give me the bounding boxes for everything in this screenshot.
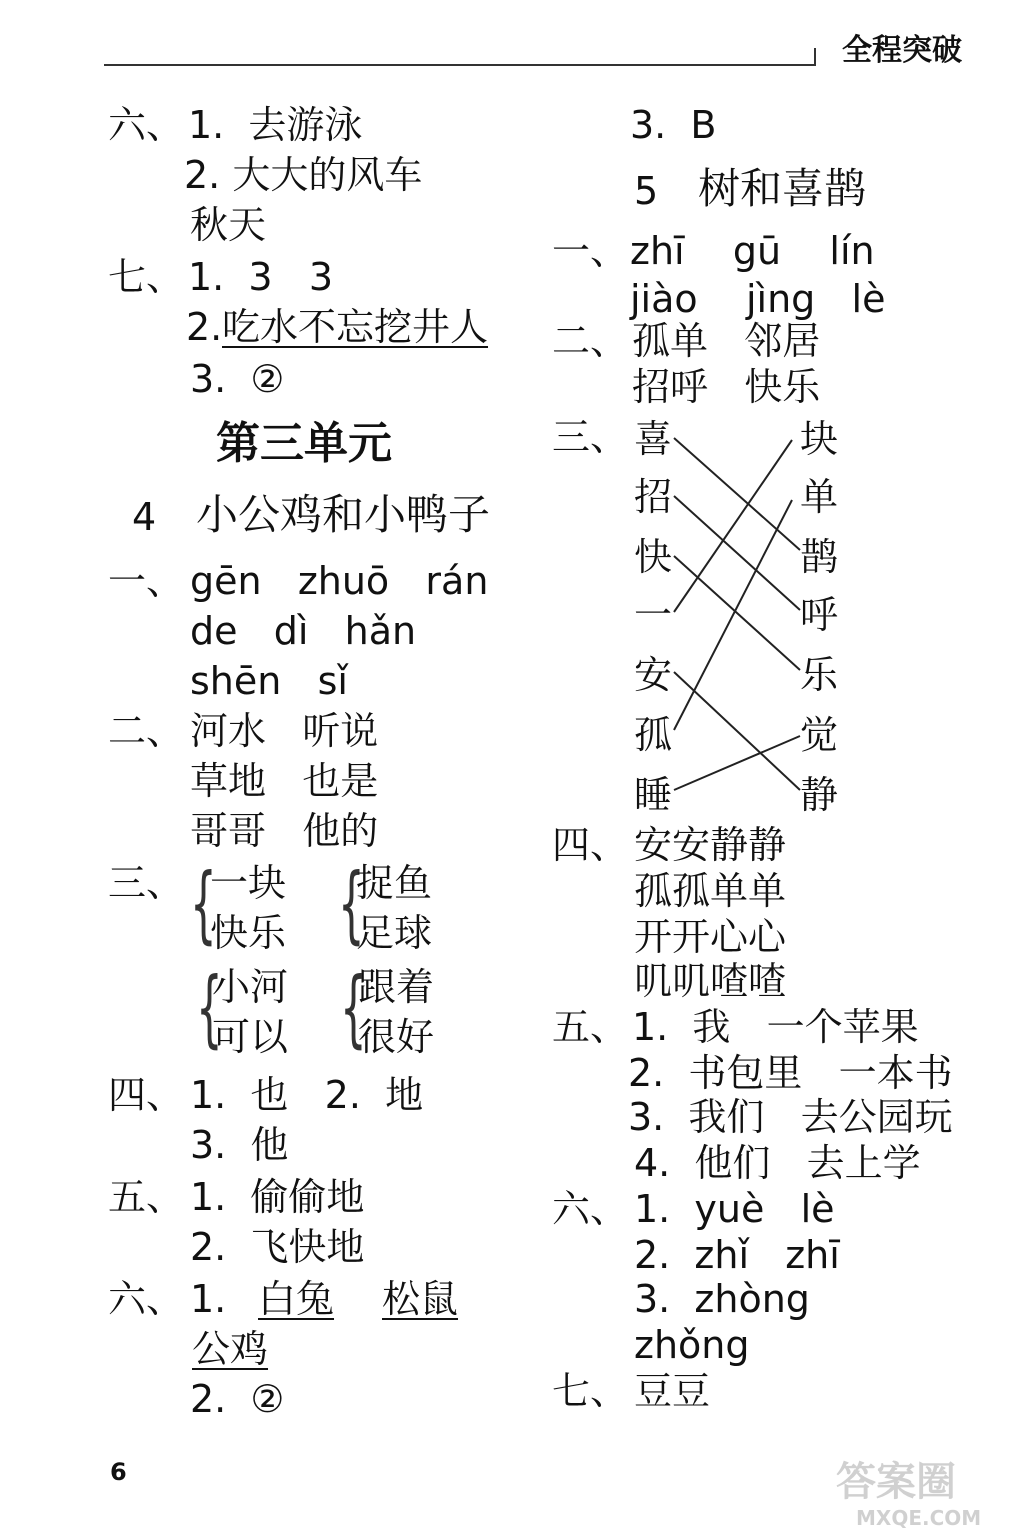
r-s6-row4: zhǒng: [634, 1323, 750, 1367]
left-sec7-q2-num: 2.: [186, 305, 223, 349]
r-s6-row2: 2. zhǐ zhī: [634, 1233, 840, 1277]
match-line-gu-dan: [674, 500, 792, 730]
left-sec7-q1: 1. 3 3: [188, 255, 334, 299]
r-s4-marker: 四、: [552, 823, 629, 867]
match-left-5: 安: [634, 653, 673, 697]
l-s3-b2: 足球: [356, 911, 433, 955]
r-s6-marker: 六、: [552, 1187, 629, 1231]
left-sec6-marker: 六、: [108, 103, 185, 147]
l-s4-marker: 四、: [108, 1073, 185, 1117]
left-sec7-q3: 3. ②: [190, 357, 285, 401]
r-s6-row1: 1. yuè lè: [634, 1187, 835, 1231]
l-s3-a1: 一块: [210, 861, 287, 905]
l-s6-marker: 六、: [108, 1277, 185, 1321]
r-s1-marker: 一、: [552, 229, 629, 273]
l-s1-marker: 一、: [108, 559, 185, 603]
r-prev-q3: 3. B: [630, 103, 717, 147]
match-right-2: 单: [800, 475, 839, 519]
match-right-1: 块: [800, 417, 839, 461]
l-s4-row2: 3. 他: [190, 1123, 289, 1167]
l-s2-row3: 哥哥 他的: [190, 809, 379, 853]
r-s7-row1: 豆豆: [634, 1369, 711, 1413]
r-s1-row1: zhī gū lín: [630, 229, 875, 273]
l-s2-row2: 草地 也是: [190, 759, 379, 803]
l-s4-row1: 1. 也 2. 地: [190, 1073, 424, 1117]
l-s6-answer-2: 松鼠: [382, 1277, 459, 1321]
match-line-zhao-hu: [674, 496, 800, 610]
r-s5-row4: 4. 他们 去上学: [634, 1141, 921, 1185]
l-s2-marker: 二、: [108, 709, 185, 753]
left-sec6-q2b: 秋天: [190, 203, 267, 247]
l-s6-answer-3: 公鸡: [192, 1327, 269, 1371]
match-line-shui-jue: [674, 736, 800, 790]
r-s4-row3: 开开心心: [634, 915, 787, 959]
match-left-4: 一: [634, 593, 673, 637]
l-s5-row2: 2. 飞快地: [190, 1225, 365, 1269]
left-sec7-marker: 七、: [108, 255, 185, 299]
l-s1-row3: shēn sǐ: [190, 659, 348, 703]
l-s6-row2: 2. ②: [190, 1377, 285, 1421]
watermark-line1: 答案圈: [836, 1459, 956, 1505]
match-right-4: 呼: [800, 593, 839, 637]
match-left-3: 快: [634, 535, 673, 579]
unit-title: 第三单元: [216, 418, 392, 469]
l-s1-row1: gēn zhuō rán: [190, 559, 489, 603]
match-left-6: 孤: [634, 713, 673, 757]
l-s6-answer-1: 白兔: [258, 1277, 335, 1321]
l-s3-d2: 很好: [358, 1015, 435, 1059]
watermark: [826, 1459, 1006, 1530]
r-s3-marker: 三、: [552, 415, 629, 459]
match-right-3: 鹊: [800, 535, 839, 579]
watermark-line2: MXQE.COM: [856, 1506, 982, 1530]
l-s3-b1: 捉鱼: [356, 861, 433, 905]
l-s2-row1: 河水 听说: [190, 709, 379, 753]
match-line-an-jing: [674, 672, 800, 790]
match-right-7: 静: [800, 773, 839, 817]
page-number: 6: [110, 1458, 127, 1486]
left-sec6-q2: 2. 大大的风车: [184, 153, 423, 197]
left-sec7-q2-answer: 吃水不忘挖井人: [222, 305, 489, 349]
lesson4-number: 4: [132, 495, 157, 539]
r-s5-row3: 3. 我们 去公园玩: [628, 1095, 953, 1139]
r-s6-row3: 3. zhòng: [634, 1277, 810, 1321]
r-s4-row2: 孤孤单单: [634, 869, 787, 913]
r-s2-row2: 招呼 快乐: [632, 365, 821, 409]
r-s7-marker: 七、: [552, 1369, 629, 1413]
r-s5-marker: 五、: [552, 1005, 629, 1049]
l-s1-row2: de dì hǎn: [190, 609, 417, 653]
match-left-7: 睡: [634, 773, 673, 817]
match-line-kuai-le: [674, 556, 800, 670]
l-s6-num1: 1.: [190, 1277, 227, 1321]
l-s3-marker: 三、: [108, 861, 185, 905]
r-s5-row2: 2. 书包里 一本书: [628, 1051, 953, 1095]
r-s5-row1: 1. 我 一个苹果: [632, 1005, 919, 1049]
r-s4-row1: 安安静静: [634, 823, 787, 867]
r-s1-row2: jiào jìng lè: [630, 277, 886, 321]
r-s4-row4: 叽叽喳喳: [634, 959, 787, 1003]
l-s3-c1: 小河: [212, 965, 289, 1009]
left-sec6-q1: 1. 去游泳: [188, 103, 363, 147]
l-s3-c2: 可以: [212, 1015, 289, 1059]
r-s2-marker: 二、: [552, 319, 629, 363]
header-brand: 全程突破: [842, 33, 962, 68]
brace-1: {: [190, 855, 217, 953]
brace-2: {: [338, 855, 365, 953]
brace-4: {: [340, 959, 367, 1057]
r-s2-row1: 孤单 邻居: [632, 319, 821, 363]
lesson5-number: 5: [634, 169, 659, 213]
lesson4-title: 小公鸡和小鸭子: [196, 490, 491, 539]
l-s5-row1: 1. 偷偷地: [190, 1175, 365, 1219]
match-left-2: 招: [634, 475, 673, 519]
l-s3-a2: 快乐: [210, 911, 287, 955]
l-s5-marker: 五、: [108, 1175, 185, 1219]
l-s3-d1: 跟着: [358, 965, 435, 1009]
match-left-1: 喜: [634, 417, 673, 461]
match-right-6: 觉: [800, 713, 839, 757]
match-right-5: 乐: [800, 653, 839, 697]
brace-3: {: [196, 959, 223, 1057]
lesson5-title: 树和喜鹊: [698, 164, 867, 213]
